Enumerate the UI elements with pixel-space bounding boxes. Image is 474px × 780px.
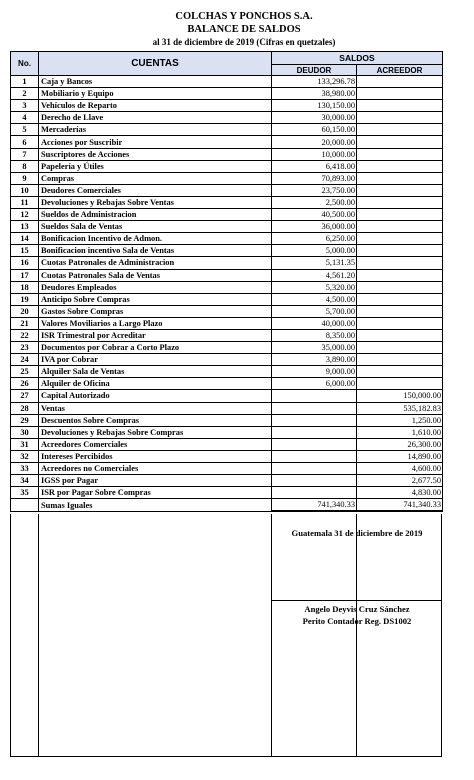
table-row — [11, 160, 443, 172]
credit-amount — [357, 233, 443, 245]
table-row — [11, 438, 443, 450]
row-number: 31 — [11, 438, 39, 450]
table-row — [11, 196, 443, 208]
table-row — [11, 317, 443, 329]
row-number: 28 — [11, 402, 39, 414]
credit-amount — [357, 366, 443, 378]
row-number: 7 — [11, 148, 39, 160]
debit-amount — [272, 475, 357, 487]
debit-amount — [272, 414, 357, 426]
place-date: Guatemala 31 de diciembre de 2019 — [291, 528, 423, 538]
credit-amount — [357, 342, 443, 354]
account-name: Documentos por Cobrar a Corto Plazo — [39, 342, 272, 354]
account-name: Mercaderías — [39, 124, 272, 136]
totals-debit: 741,340.33 — [272, 499, 357, 512]
trial-balance-table — [10, 51, 442, 512]
credit-amount — [357, 269, 443, 281]
credit-amount — [357, 136, 443, 148]
column-header-credit: ACREEDOR — [357, 65, 443, 76]
account-name: Suscriptores de Acciones — [39, 148, 272, 160]
debit-amount: 9,000.00 — [272, 366, 357, 378]
company-name: COLCHAS Y PONCHOS S.A. — [175, 11, 313, 22]
debit-amount — [272, 450, 357, 462]
table-row — [11, 354, 443, 366]
row-number: 14 — [11, 233, 39, 245]
credit-amount — [357, 76, 443, 88]
table-row — [11, 390, 443, 402]
row-number: 25 — [11, 366, 39, 378]
signature-line — [272, 600, 442, 601]
credit-amount — [357, 329, 443, 341]
credit-amount — [357, 305, 443, 317]
account-name: Gastos Sobre Compras — [39, 305, 272, 317]
row-number: 23 — [11, 342, 39, 354]
debit-amount: 23,750.00 — [272, 184, 357, 196]
row-number: 9 — [11, 172, 39, 184]
debit-amount: 60,150.00 — [272, 124, 357, 136]
account-name: Bonificacion Incentivo de Admon. — [39, 233, 272, 245]
account-name: IVA por Cobrar — [39, 354, 272, 366]
account-name: Anticipo Sobre Compras — [39, 293, 272, 305]
column-header-balances: SALDOS — [272, 52, 443, 65]
debit-amount: 40,500.00 — [272, 209, 357, 221]
table-row — [11, 112, 443, 124]
footer-border-right — [441, 514, 442, 757]
table-row — [11, 450, 443, 462]
row-number: 24 — [11, 354, 39, 366]
account-name: Mobiliario y Equipo — [39, 88, 272, 100]
credit-amount: 26,300.00 — [357, 438, 443, 450]
row-number: 12 — [11, 209, 39, 221]
credit-amount: 14,890.00 — [357, 450, 443, 462]
table-row — [11, 184, 443, 196]
signer-name: Angelo Deyvis Cruz Sánchez — [304, 604, 410, 614]
account-name: Derecho de Llave — [39, 112, 272, 124]
account-name: Alquiler Sala de Ventas — [39, 366, 272, 378]
debit-amount: 30,000.00 — [272, 112, 357, 124]
debit-amount: 36,000.00 — [272, 221, 357, 233]
table-row — [11, 100, 443, 112]
row-number: 32 — [11, 450, 39, 462]
row-number: 11 — [11, 196, 39, 208]
table-row — [11, 463, 443, 475]
account-name: ISR Trimestral por Acreditar — [39, 329, 272, 341]
credit-amount — [357, 209, 443, 221]
column-header-debit: DEUDOR — [272, 65, 357, 76]
table-row — [11, 281, 443, 293]
totals-credit: 741,340.33 — [357, 499, 443, 512]
row-number: 22 — [11, 329, 39, 341]
row-number: 30 — [11, 426, 39, 438]
column-header-no: No. — [11, 52, 39, 76]
credit-amount: 4,830.00 — [357, 487, 443, 499]
credit-amount: 150,000.00 — [357, 390, 443, 402]
totals-blank — [11, 499, 39, 512]
table-row — [11, 305, 443, 317]
table-row — [11, 426, 443, 438]
credit-amount — [357, 196, 443, 208]
account-name: Deudores Comerciales — [39, 184, 272, 196]
credit-amount: 2,677.50 — [357, 475, 443, 487]
credit-amount — [357, 293, 443, 305]
debit-amount: 5,320.00 — [272, 281, 357, 293]
row-number: 33 — [11, 463, 39, 475]
table-row — [11, 487, 443, 499]
debit-amount: 5,131.35 — [272, 257, 357, 269]
credit-amount: 1,250.00 — [357, 414, 443, 426]
credit-amount — [357, 148, 443, 160]
debit-amount: 70,893.00 — [272, 172, 357, 184]
footer-border-no — [38, 514, 39, 757]
debit-amount: 38,980.00 — [272, 88, 357, 100]
credit-amount — [357, 172, 443, 184]
row-number: 2 — [11, 88, 39, 100]
debit-amount: 133,296.78 — [272, 76, 357, 88]
row-number: 18 — [11, 281, 39, 293]
credit-amount: 4,600.00 — [357, 463, 443, 475]
row-number: 26 — [11, 378, 39, 390]
row-number: 34 — [11, 475, 39, 487]
row-number: 3 — [11, 100, 39, 112]
row-number: 27 — [11, 390, 39, 402]
row-number: 21 — [11, 317, 39, 329]
date-line: al 31 de diciembre de 2019 (Cifras en quetzales) — [152, 37, 336, 47]
ledger-body — [11, 76, 443, 512]
credit-amount — [357, 100, 443, 112]
account-name: Deudores Empleados — [39, 281, 272, 293]
credit-amount — [357, 112, 443, 124]
row-number: 17 — [11, 269, 39, 281]
row-number: 29 — [11, 414, 39, 426]
debit-amount: 35,000.00 — [272, 342, 357, 354]
account-name: Compras — [39, 172, 272, 184]
signature-area — [10, 514, 442, 757]
account-name: Vehículos de Reparto — [39, 100, 272, 112]
credit-amount — [357, 160, 443, 172]
debit-amount: 4,500.00 — [272, 293, 357, 305]
account-name: Descuentos Sobre Compras — [39, 414, 272, 426]
table-row — [11, 221, 443, 233]
debit-amount — [272, 463, 357, 475]
account-name: Caja y Bancos — [39, 76, 272, 88]
row-number: 35 — [11, 487, 39, 499]
account-name: Papelería y Útiles — [39, 160, 272, 172]
credit-amount — [357, 184, 443, 196]
credit-amount — [357, 281, 443, 293]
row-number: 1 — [11, 76, 39, 88]
table-row — [11, 378, 443, 390]
row-number: 5 — [11, 124, 39, 136]
debit-amount: 3,890.00 — [272, 354, 357, 366]
table-row — [11, 402, 443, 414]
debit-amount: 20,000.00 — [272, 136, 357, 148]
table-row — [11, 88, 443, 100]
account-name: ISR por Pagar Sobre Compras — [39, 487, 272, 499]
row-number: 13 — [11, 221, 39, 233]
footer-border-left — [10, 514, 11, 757]
debit-amount: 6,418.00 — [272, 160, 357, 172]
debit-amount — [272, 426, 357, 438]
account-name: Capital Autorizado — [39, 390, 272, 402]
totals-row — [11, 499, 443, 512]
debit-amount — [272, 438, 357, 450]
signer-title: Perito Contador Reg. DS1002 — [302, 616, 412, 626]
account-name: Intereses Percibidos — [39, 450, 272, 462]
account-name: Sueldos de Administracion — [39, 209, 272, 221]
account-name: Devoluciones y Rebajas Sobre Ventas — [39, 196, 272, 208]
row-number: 15 — [11, 245, 39, 257]
credit-amount — [357, 257, 443, 269]
account-name: Ventas — [39, 402, 272, 414]
credit-amount — [357, 245, 443, 257]
table-row — [11, 366, 443, 378]
account-name: Valores Moviliarios a Largo Plazo — [39, 317, 272, 329]
account-name: Acreedores no Comerciales — [39, 463, 272, 475]
row-number: 19 — [11, 293, 39, 305]
account-name: Alquiler de Oficina — [39, 378, 272, 390]
table-row — [11, 172, 443, 184]
row-number: 16 — [11, 257, 39, 269]
table-row — [11, 209, 443, 221]
credit-amount — [357, 354, 443, 366]
account-name: Sueldos Sala de Ventas — [39, 221, 272, 233]
table-row — [11, 293, 443, 305]
table-row — [11, 257, 443, 269]
account-name: Cuotas Patronales Sala de Ventas — [39, 269, 272, 281]
footer-border-account — [271, 514, 272, 757]
debit-amount — [272, 390, 357, 402]
row-number: 4 — [11, 112, 39, 124]
credit-amount — [357, 88, 443, 100]
footer-border-bottom — [10, 756, 442, 757]
account-name: Acreedores Comerciales — [39, 438, 272, 450]
table-row — [11, 475, 443, 487]
debit-amount: 10,000.00 — [272, 148, 357, 160]
debit-amount: 4,561.20 — [272, 269, 357, 281]
totals-label: Sumas Iguales — [39, 499, 272, 512]
account-name: Cuotas Patronales de Administracion — [39, 257, 272, 269]
table-row — [11, 329, 443, 341]
account-name: Devoluciones y Rebajas Sobre Compras — [39, 426, 272, 438]
table-row — [11, 124, 443, 136]
account-name: IGSS por Pagar — [39, 475, 272, 487]
table-row — [11, 233, 443, 245]
credit-amount: 535,182.83 — [357, 402, 443, 414]
debit-amount: 5,700.00 — [272, 305, 357, 317]
debit-amount — [272, 487, 357, 499]
debit-amount: 5,000.00 — [272, 245, 357, 257]
document-header — [0, 10, 474, 48]
row-number: 6 — [11, 136, 39, 148]
debit-amount: 130,150.00 — [272, 100, 357, 112]
table-row — [11, 269, 443, 281]
credit-amount — [357, 124, 443, 136]
credit-amount — [357, 378, 443, 390]
row-number: 10 — [11, 184, 39, 196]
credit-amount — [357, 221, 443, 233]
debit-amount: 6,250.00 — [272, 233, 357, 245]
debit-amount: 6,000.00 — [272, 378, 357, 390]
debit-amount — [272, 402, 357, 414]
credit-amount — [357, 317, 443, 329]
document-title: BALANCE DE SALDOS — [187, 24, 301, 35]
debit-amount: 2,500.00 — [272, 196, 357, 208]
table-row — [11, 342, 443, 354]
account-name: Bonificacion incentivo Sala de Ventas — [39, 245, 272, 257]
column-header-account: CUENTAS — [39, 52, 272, 76]
account-name: Acciones por Suscribir — [39, 136, 272, 148]
row-number: 8 — [11, 160, 39, 172]
table-row — [11, 148, 443, 160]
row-number: 20 — [11, 305, 39, 317]
table-row — [11, 136, 443, 148]
table-row — [11, 245, 443, 257]
table-row — [11, 414, 443, 426]
debit-amount: 40,000.00 — [272, 317, 357, 329]
footer-border-debit — [356, 514, 357, 757]
credit-amount: 1,610.00 — [357, 426, 443, 438]
table-row — [11, 76, 443, 88]
debit-amount: 8,350.00 — [272, 329, 357, 341]
